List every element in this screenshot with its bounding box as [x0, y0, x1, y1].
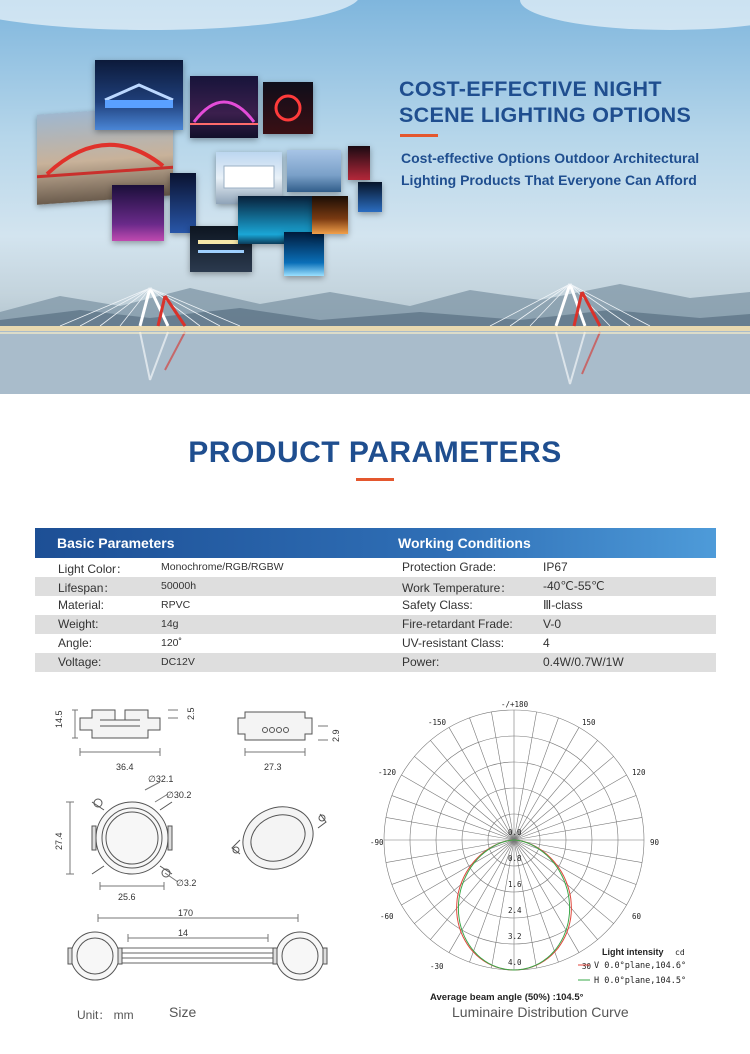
table-row	[35, 653, 716, 672]
angle-label: 90	[650, 838, 660, 847]
photo-orange-pagoda	[312, 196, 348, 234]
basic-parameters-heading: Basic Parameters	[57, 535, 175, 551]
ring-label: 0.0	[508, 828, 522, 837]
angle-label: 120	[632, 768, 646, 777]
angle-label: -/+180	[501, 700, 529, 709]
photo-waterfront	[287, 150, 341, 192]
param-value: 120˚	[161, 637, 183, 649]
dim-label: 2.5	[186, 707, 196, 720]
dim-label: ∅3.2	[176, 878, 197, 888]
param-label: Fire-retardant Frade:	[402, 617, 513, 631]
param-value: Ⅲ-class	[543, 598, 583, 612]
ring-label: 1.6	[508, 880, 522, 889]
angle-label: 60	[632, 912, 642, 921]
dim-label: 170	[178, 908, 194, 918]
param-value: 0.4W/0.7W/1W	[543, 655, 624, 669]
dimension-drawings	[0, 690, 370, 1010]
photo-arch-bridge-night	[190, 76, 258, 138]
parameters-table	[35, 528, 716, 672]
dim-label: 27.4	[54, 832, 64, 850]
photo-pink-tower	[112, 185, 164, 241]
angle-label: -150	[428, 718, 447, 727]
distribution-caption: Luminaire Distribution Curve	[452, 1004, 629, 1020]
dim-label: 14	[178, 928, 189, 938]
param-value: 4	[543, 636, 550, 650]
param-label: Protection Grade:	[402, 560, 497, 574]
dim-label: 14.5	[54, 710, 64, 728]
beam-angle-note: Average beam angle (50%) :104.5°	[430, 992, 584, 1003]
param-value: DC12V	[161, 656, 195, 668]
ring-label: 4.0	[508, 958, 522, 967]
param-label: Angle:	[58, 636, 93, 650]
dim-label: 36.4	[116, 762, 134, 772]
angle-label: 30	[582, 962, 592, 971]
dim-label: 27.3	[264, 762, 282, 772]
ring-label: 0.8	[508, 854, 522, 863]
photo-tower-red	[348, 146, 370, 180]
param-label: Lifespan：	[58, 581, 116, 595]
dim-label: ∅30.2	[166, 790, 192, 800]
banner-title-line: COST-EFFECTIVE NIGHT	[399, 77, 662, 101]
title-accent-rule	[400, 134, 438, 137]
legend-h: H 0.0°plane,104.5°	[594, 976, 687, 986]
dim-label: 2.9	[331, 729, 341, 742]
param-value: 50000h	[161, 580, 197, 592]
banner-title	[399, 76, 691, 128]
sky-highlight	[0, 0, 360, 30]
angle-label: -30	[430, 962, 444, 971]
legend-v: V 0.0°plane,104.6°	[594, 961, 687, 971]
unit-label: Unit： mm	[77, 1008, 134, 1022]
param-label: Safety Class:	[402, 598, 473, 612]
param-label: Weight:	[58, 617, 99, 631]
angle-label: -120	[378, 768, 397, 777]
legend-unit: cd	[675, 948, 685, 957]
banner-subtitle-line: Cost-effective Options Outdoor Architectural	[401, 150, 700, 166]
size-caption: Size	[169, 1004, 197, 1020]
param-value: IP67	[543, 560, 568, 574]
photo-stadium-night	[95, 60, 183, 130]
param-label: Work Temperature：	[402, 581, 513, 595]
ring-label: 3.2	[508, 932, 522, 941]
angle-label: 150	[582, 718, 596, 727]
photo-blue-night	[284, 232, 324, 276]
table-row	[35, 596, 716, 615]
photo-small-night	[358, 182, 382, 212]
table-row	[35, 634, 716, 653]
sky-highlight	[520, 0, 750, 30]
photo-blue-facade	[170, 173, 196, 233]
param-label: Material:	[58, 598, 105, 612]
table-row	[35, 558, 716, 577]
photo-building-red	[263, 82, 313, 134]
section-accent-rule	[356, 478, 394, 481]
legend-title: Light intensity	[602, 947, 664, 957]
param-label: UV-resistant Class:	[402, 636, 505, 650]
hero-banner	[0, 0, 750, 394]
param-value: 14g	[161, 618, 179, 630]
luminaire-distribution-chart	[370, 695, 750, 1010]
angle-label: -90	[370, 838, 384, 847]
banner-subtitle	[401, 147, 699, 191]
banner-subtitle-line: Lighting Products That Everyone Can Afford	[401, 172, 697, 188]
angle-label: -60	[380, 912, 394, 921]
table-row	[35, 615, 716, 634]
param-value: Monochrome/RGB/RGBW	[161, 561, 284, 573]
param-value: V-0	[543, 617, 562, 631]
parameters-table-header	[35, 528, 716, 558]
param-label: Voltage:	[58, 655, 102, 669]
ring-label: 2.4	[508, 906, 522, 915]
section-title: PRODUCT PARAMETERS	[188, 436, 562, 469]
param-label: Light Color：	[58, 562, 129, 576]
bridge-scene	[0, 270, 750, 394]
table-row	[35, 577, 716, 596]
param-label: Power:	[402, 655, 440, 669]
banner-title-line: SCENE LIGHTING OPTIONS	[399, 103, 692, 127]
working-conditions-heading: Working Conditions	[398, 535, 531, 551]
param-value: RPVC	[161, 599, 191, 611]
dim-label: 25.6	[118, 892, 136, 902]
dim-label: ∅32.1	[148, 774, 174, 784]
param-value: -40℃-55℃	[543, 579, 605, 593]
